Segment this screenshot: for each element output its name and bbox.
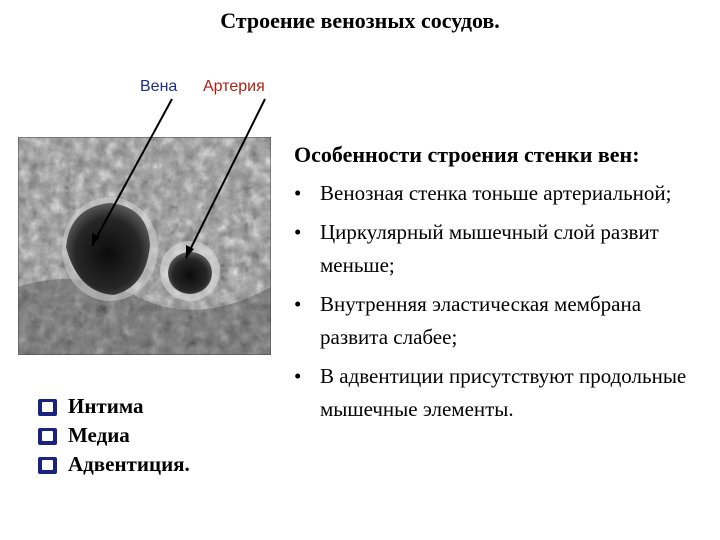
- wall-layers-list: [38, 392, 190, 479]
- q-checkbox-icon: [38, 428, 57, 445]
- feature-text: В адвентиции присутствуют продольные мышечные элементы.: [320, 364, 687, 421]
- slide-title: Строение венозных сосудов.: [220, 8, 500, 33]
- label-artery: Артерия: [203, 78, 265, 95]
- layer-name: Интима: [68, 394, 144, 418]
- features-heading: Особенности строения стенки вен:: [294, 142, 640, 167]
- label-vein: Вена: [140, 78, 178, 95]
- layer-name: Медиа: [68, 423, 130, 447]
- feature-item: [294, 360, 714, 426]
- feature-text: Циркулярный мышечный слой развит меньше;: [320, 220, 659, 277]
- bullet-dot: •: [294, 181, 302, 205]
- artery-lumen: [168, 252, 212, 294]
- feature-item: [294, 216, 714, 282]
- features-list: [294, 177, 714, 432]
- q-checkbox-icon: [38, 457, 57, 474]
- layer-item: [38, 392, 190, 421]
- feature-item: [294, 288, 714, 354]
- q-checkbox-icon: [38, 399, 57, 416]
- feature-text: Внутренняя эластическая мембрана развита слабее;: [320, 292, 642, 349]
- bullet-dot: •: [294, 292, 302, 316]
- layer-name: Адвентиция.: [68, 452, 190, 476]
- feature-text: Венозная стенка тоньше артериальной;: [320, 181, 672, 205]
- layer-item: [38, 421, 190, 450]
- bullet-dot: •: [294, 220, 302, 244]
- feature-item: [294, 177, 714, 210]
- bullet-dot: •: [294, 364, 302, 388]
- layer-item: [38, 450, 190, 479]
- micrograph-image: [18, 137, 271, 355]
